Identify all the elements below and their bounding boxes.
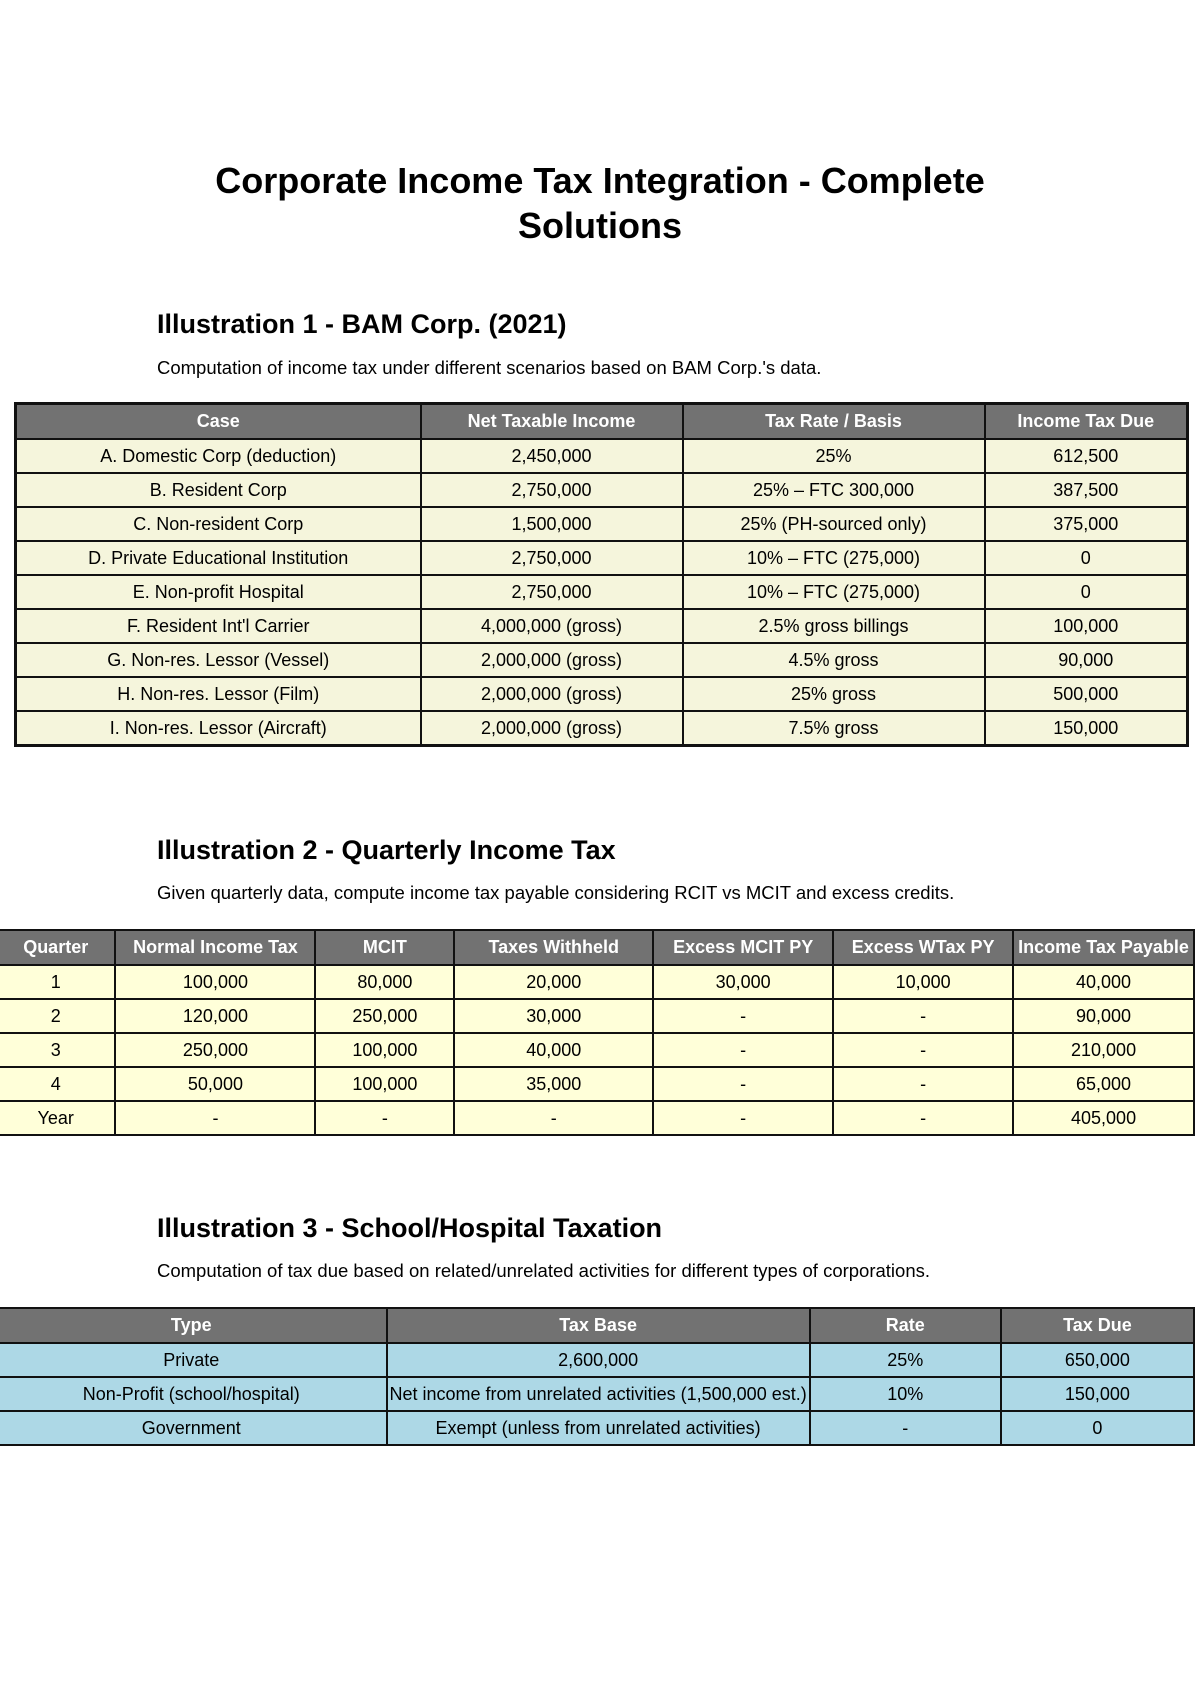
- column-header: Net Taxable Income: [421, 404, 683, 440]
- table-cell: 30,000: [454, 999, 653, 1033]
- table-cell: 2,000,000 (gross): [421, 711, 683, 746]
- table-cell: 1,500,000: [421, 507, 683, 541]
- table-row: [16, 677, 1188, 711]
- illustration-3-heading: Illustration 3 - School/Hospital Taxation: [157, 1213, 663, 1243]
- table-cell: 10%: [810, 1377, 1001, 1411]
- column-header: Excess MCIT PY: [653, 930, 833, 965]
- illustration-2-heading: Illustration 2 - Quarterly Income Tax: [157, 835, 616, 865]
- table-cell: -: [653, 1067, 833, 1101]
- table-cell: 2.5% gross billings: [683, 609, 985, 643]
- table-cell: 50,000: [115, 1067, 315, 1101]
- table-cell: -: [653, 1101, 833, 1135]
- table-row: [16, 609, 1188, 643]
- table-cell: 25% – FTC 300,000: [683, 473, 985, 507]
- table-cell: Government: [0, 1411, 387, 1445]
- table-row: [16, 439, 1188, 473]
- table-cell: -: [810, 1411, 1001, 1445]
- table-cell: 500,000: [985, 677, 1188, 711]
- table-cell: Net income from unrelated activities (1,500,000 est.): [387, 1377, 810, 1411]
- table-row: [0, 1411, 1194, 1445]
- column-header: Quarter: [0, 930, 115, 965]
- illustration-2-description: Given quarterly data, compute income tax payable considering RCIT vs MCIT and excess credits.: [157, 882, 955, 903]
- table-cell: 100,000: [985, 609, 1188, 643]
- table-cell: 3: [0, 1033, 115, 1067]
- table-cell: Exempt (unless from unrelated activities): [387, 1411, 810, 1445]
- table-cell: 25%: [683, 439, 985, 473]
- table-row: [0, 1377, 1194, 1411]
- table-row: [0, 1033, 1194, 1067]
- table-row: [16, 473, 1188, 507]
- table-cell: 0: [1001, 1411, 1194, 1445]
- table-cell: B. Resident Corp: [16, 473, 421, 507]
- column-header: Normal Income Tax: [115, 930, 315, 965]
- table-row: [0, 1101, 1194, 1135]
- table-cell: -: [454, 1101, 653, 1135]
- table-cell: 210,000: [1013, 1033, 1194, 1067]
- table-cell: 30,000: [653, 965, 833, 999]
- column-header: Excess WTax PY: [833, 930, 1013, 965]
- table-row: [0, 965, 1194, 999]
- column-header: Income Tax Payable: [1013, 930, 1194, 965]
- table-cell: 10% – FTC (275,000): [683, 541, 985, 575]
- table-cell: 100,000: [115, 965, 315, 999]
- table-row: [16, 507, 1188, 541]
- table-row: [16, 711, 1188, 746]
- table-cell: -: [833, 1067, 1013, 1101]
- table-row: [0, 1067, 1194, 1101]
- column-header: Tax Base: [387, 1308, 810, 1343]
- table-cell: 80,000: [315, 965, 454, 999]
- table-cell: 4: [0, 1067, 115, 1101]
- table-cell: H. Non-res. Lessor (Film): [16, 677, 421, 711]
- table-cell: 65,000: [1013, 1067, 1194, 1101]
- table-cell: F. Resident Int'l Carrier: [16, 609, 421, 643]
- illustration-2-table: [0, 929, 1195, 1136]
- table-cell: 150,000: [1001, 1377, 1194, 1411]
- table-cell: 0: [985, 541, 1188, 575]
- table-cell: 375,000: [985, 507, 1188, 541]
- table-cell: 2,000,000 (gross): [421, 677, 683, 711]
- column-header: Income Tax Due: [985, 404, 1188, 440]
- table-cell: 2: [0, 999, 115, 1033]
- table-cell: 405,000: [1013, 1101, 1194, 1135]
- table-cell: D. Private Educational Institution: [16, 541, 421, 575]
- column-header: Taxes Withheld: [454, 930, 653, 965]
- column-header: Tax Rate / Basis: [683, 404, 985, 440]
- illustration-1-heading: Illustration 1 - BAM Corp. (2021): [157, 309, 567, 339]
- table-cell: 4.5% gross: [683, 643, 985, 677]
- table-cell: 100,000: [315, 1067, 454, 1101]
- table-cell: C. Non-resident Corp: [16, 507, 421, 541]
- table-cell: E. Non-profit Hospital: [16, 575, 421, 609]
- table-cell: 1: [0, 965, 115, 999]
- column-header: Type: [0, 1308, 387, 1343]
- table-cell: 250,000: [115, 1033, 315, 1067]
- table-cell: 4,000,000 (gross): [421, 609, 683, 643]
- table-row: [16, 575, 1188, 609]
- table-cell: G. Non-res. Lessor (Vessel): [16, 643, 421, 677]
- table-row: [0, 999, 1194, 1033]
- illustration-3-table: [0, 1307, 1195, 1446]
- column-header: Case: [16, 404, 421, 440]
- table-row: [16, 643, 1188, 677]
- table-cell: 120,000: [115, 999, 315, 1033]
- table-cell: 40,000: [454, 1033, 653, 1067]
- column-header: Rate: [810, 1308, 1001, 1343]
- table-cell: 100,000: [315, 1033, 454, 1067]
- table-cell: 0: [985, 575, 1188, 609]
- table-cell: A. Domestic Corp (deduction): [16, 439, 421, 473]
- table-cell: 150,000: [985, 711, 1188, 746]
- illustration-1-description: Computation of income tax under different scenarios based on BAM Corp.'s data.: [157, 357, 822, 378]
- table-cell: 2,750,000: [421, 473, 683, 507]
- table-cell: 90,000: [985, 643, 1188, 677]
- table-cell: Non-Profit (school/hospital): [0, 1377, 387, 1411]
- table-cell: 10% – FTC (275,000): [683, 575, 985, 609]
- table-cell: 2,450,000: [421, 439, 683, 473]
- table-cell: 2,750,000: [421, 575, 683, 609]
- column-header: MCIT: [315, 930, 454, 965]
- table-cell: 10,000: [833, 965, 1013, 999]
- table-cell: -: [315, 1101, 454, 1135]
- table-cell: 2,000,000 (gross): [421, 643, 683, 677]
- table-cell: 650,000: [1001, 1343, 1194, 1377]
- table-cell: Private: [0, 1343, 387, 1377]
- table-cell: 7.5% gross: [683, 711, 985, 746]
- table-cell: 40,000: [1013, 965, 1194, 999]
- table-cell: -: [653, 999, 833, 1033]
- table-cell: I. Non-res. Lessor (Aircraft): [16, 711, 421, 746]
- table-cell: 2,750,000: [421, 541, 683, 575]
- table-cell: 25%: [810, 1343, 1001, 1377]
- table-row: [0, 1343, 1194, 1377]
- table-cell: -: [833, 1033, 1013, 1067]
- table-header-row: [16, 404, 1188, 440]
- table-header-row: [0, 930, 1194, 965]
- table-cell: 35,000: [454, 1067, 653, 1101]
- table-cell: -: [833, 1101, 1013, 1135]
- table-cell: 387,500: [985, 473, 1188, 507]
- table-cell: 20,000: [454, 965, 653, 999]
- page-title: Corporate Income Tax Integration - Complete Solutions: [215, 160, 985, 246]
- table-cell: 90,000: [1013, 999, 1194, 1033]
- table-cell: 25% (PH-sourced only): [683, 507, 985, 541]
- illustration-3-description: Computation of tax due based on related/unrelated activities for different types of corporations.: [157, 1260, 931, 1281]
- table-cell: 2,600,000: [387, 1343, 810, 1377]
- table-header-row: [0, 1308, 1194, 1343]
- illustration-1-table: [14, 402, 1189, 747]
- table-cell: -: [653, 1033, 833, 1067]
- column-header: Tax Due: [1001, 1308, 1194, 1343]
- table-cell: 612,500: [985, 439, 1188, 473]
- table-cell: -: [833, 999, 1013, 1033]
- table-cell: -: [115, 1101, 315, 1135]
- table-row: [16, 541, 1188, 575]
- table-cell: 25% gross: [683, 677, 985, 711]
- table-cell: Year: [0, 1101, 115, 1135]
- table-cell: 250,000: [315, 999, 454, 1033]
